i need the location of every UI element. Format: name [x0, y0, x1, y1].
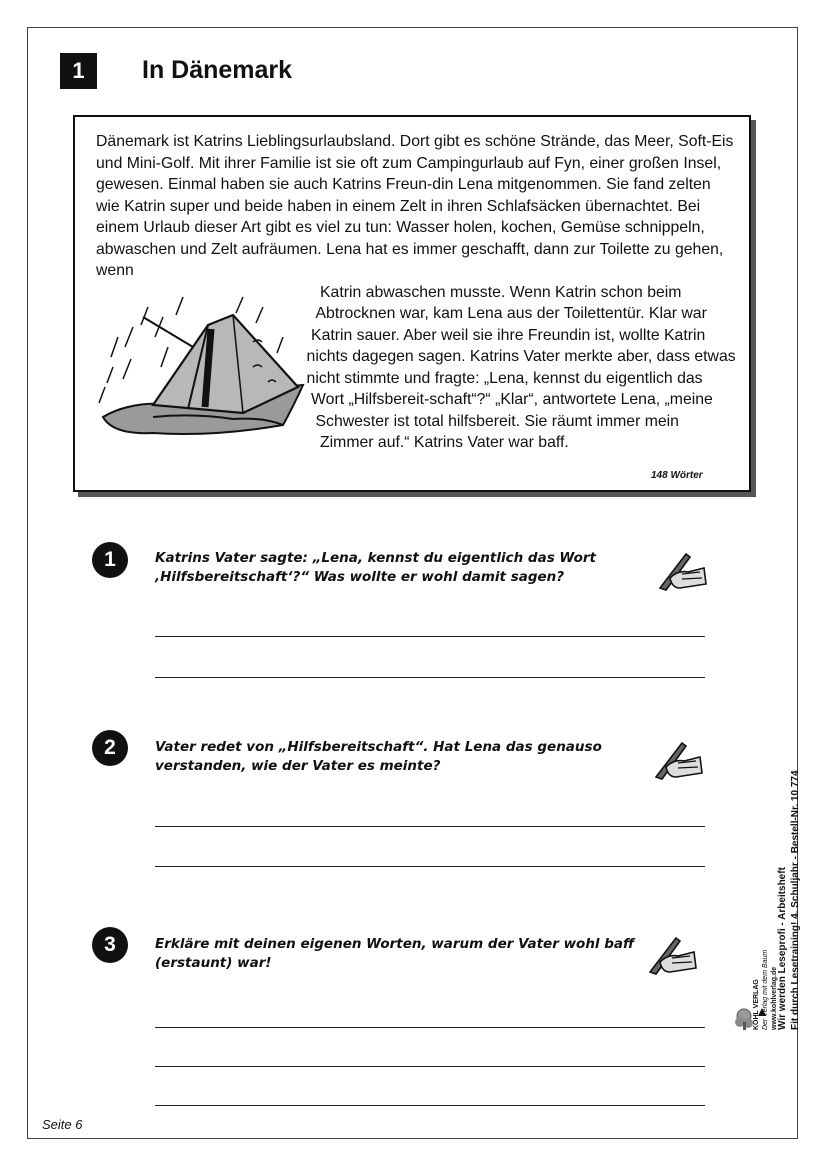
series-line-1: Wir werden Leseprofi - Arbeitsheft	[777, 867, 788, 1030]
answer-line[interactable]	[155, 636, 705, 637]
page-number: Seite 6	[42, 1117, 83, 1132]
answer-line[interactable]	[155, 1027, 705, 1028]
series-line-2: Fit durch Lesetraining! 4. Schuljahr - Bestell-Nr. 10 774	[790, 770, 801, 1030]
story-box	[73, 115, 751, 492]
answer-line[interactable]	[155, 1105, 705, 1106]
chapter-title: In Dänemark	[142, 56, 293, 84]
task-question-3: Erkläre mit deinen eigenen Worten, warum der Vater wohl baff (erstaunt) war!	[155, 936, 635, 971]
chapter-number-badge	[60, 53, 97, 89]
task-question-1: Katrins Vater sagte: „Lena, kennst du eigentlich das Wort ‚Hilfsbereitschaft‘?“ Was wollte er wohl damit sagen?	[155, 550, 596, 585]
task-question-2: Vater redet von „Hilfsbereitschaft“. Hat Lena das genauso verstanden, wie der Vater es meinte?	[155, 739, 602, 774]
task-number-3: 3	[92, 927, 128, 963]
writing-hand-icon	[646, 932, 700, 976]
story-text-wrap: Katrin abwaschen musste. Wenn Katrin schon beim Abtrocknen war, kam Lena aus der Toilettentür. Klar war Katrin sauer. Aber weil sie ihre Freundin ist, wollte Katrin nichts dagegen sagen. Katrins Vater merkte aber, dass etwas nicht stimmte und fragte: „Lena, kennst du eigentlich das Wort „Hilfsbereit-schaft“?“ „Klar“, antwortete Lena, „meine Schwester ist total hilfsbereit. Sie räumt immer mein Zimmer auf.“ Katrins Vater war baff.	[306, 283, 736, 451]
answer-line[interactable]	[155, 826, 705, 827]
publisher-name: KOHL VERLAG	[753, 979, 760, 1030]
publisher-url: www.kohlverlag.de	[771, 966, 778, 1030]
answer-line[interactable]	[155, 866, 705, 867]
answer-line[interactable]	[155, 1066, 705, 1067]
publisher-slogan: Der Verlag mit dem Baum	[762, 949, 769, 1030]
publisher-info	[752, 950, 779, 1030]
story-text-top: Dänemark ist Katrins Lieblingsurlaubsland. Dort gibt es schöne Strände, das Meer, Soft-Eis und Mini-Golf. Mit ihrer Familie ist sie oft zum Campingurlaub auf Fyn, einer großen Insel, gewesen. Einmal haben sie auch Katrins Freun-din Lena mitgenommen. Sie fand zelten wie Katrin super und beide haben in einem Zelt in ihren Schlafsäcken übernachtet. Bei einem Urlaub dieser Art gibt es viel zu tun: Wasser holen, kochen, Gemüse schnippeln, abwaschen und Zelt aufräumen. Lena hat es immer geschafft, dann zur Toilette zu gehen, wenn	[96, 133, 734, 279]
answer-line[interactable]	[155, 677, 705, 678]
tent-rain-illustration	[93, 287, 313, 452]
task-number-2: 2	[92, 730, 128, 766]
task-number-1: 1	[92, 542, 128, 578]
writing-hand-icon	[652, 737, 706, 781]
chapter-number: 1	[72, 58, 85, 83]
word-count: 148 Wörter	[651, 470, 703, 481]
writing-hand-icon	[656, 548, 710, 592]
